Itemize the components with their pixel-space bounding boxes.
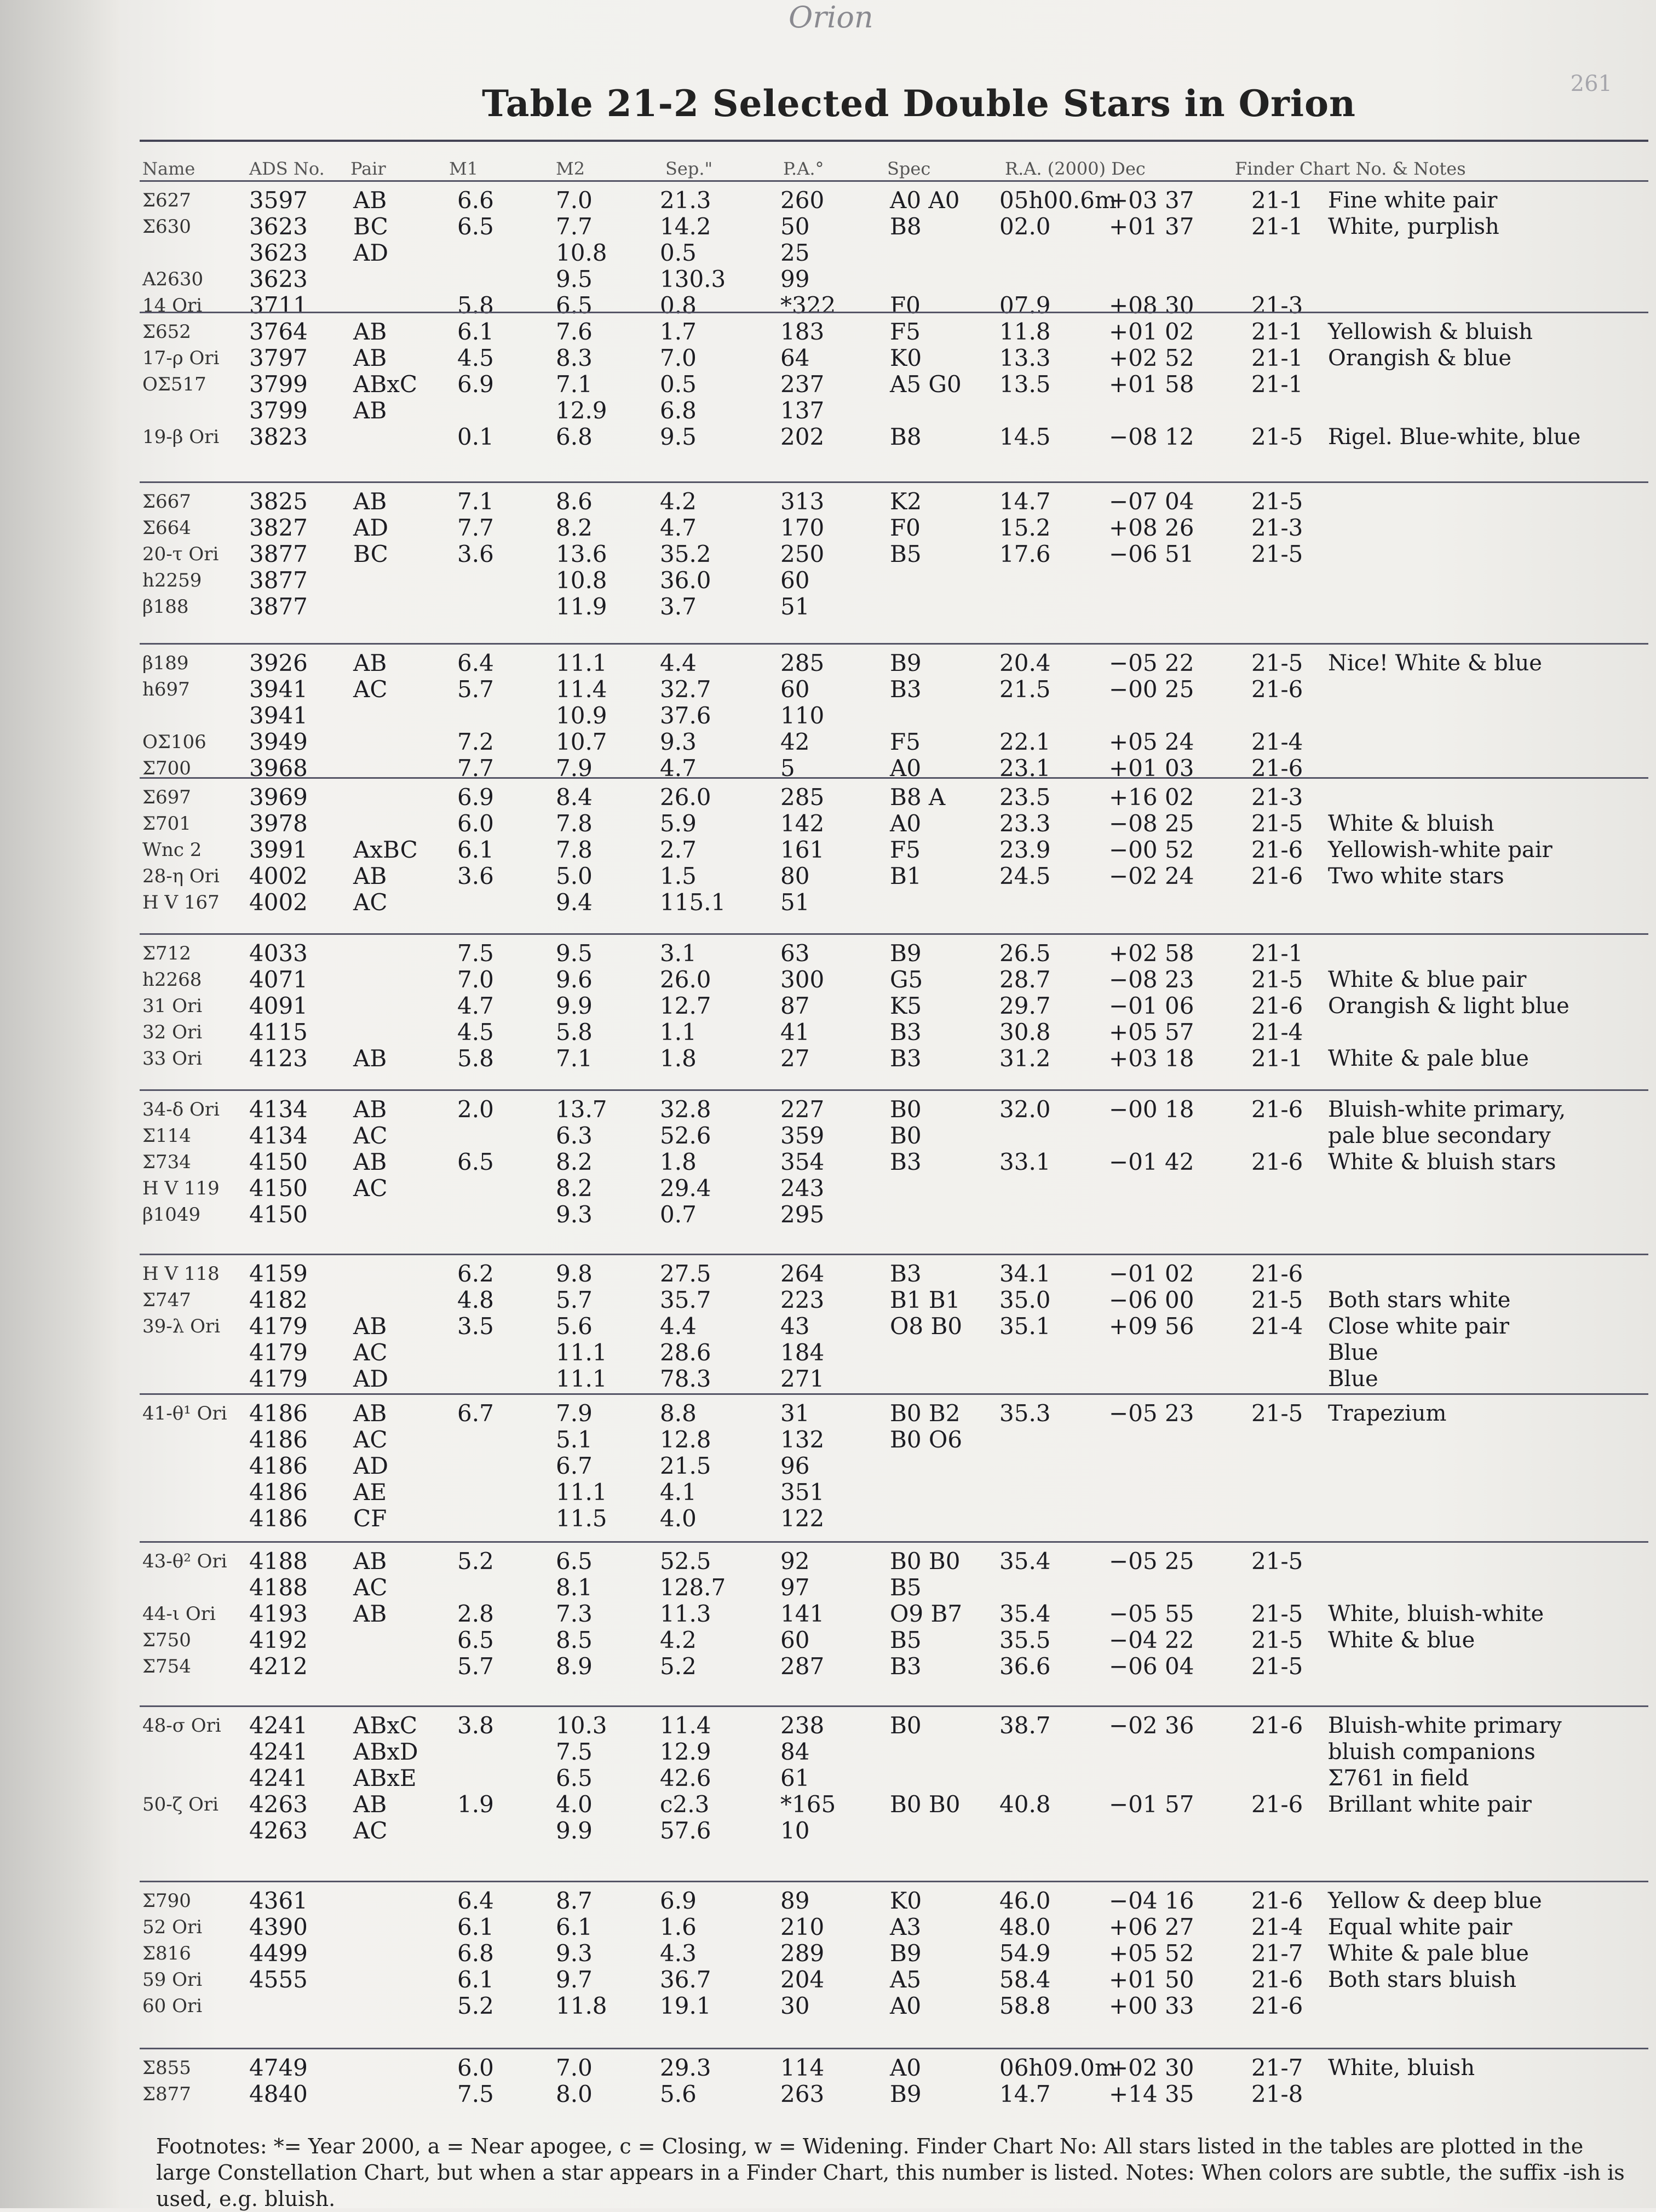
cell-notes: Fine white pair White, purplish [1328,188,1499,239]
cell-dec: −02 36 −01 57 [1109,1712,1194,1818]
cell-spec: F5 K0 A5 G0 B8 [890,318,962,450]
cell-m2: 7.0 7.7 10.8 9.5 6.5 [556,187,607,319]
cell-chart: 21-6 21-6 [1251,1096,1303,1175]
cell-m1: 5.2 2.8 6.5 5.7 [457,1548,494,1680]
cell-pair: AB BC AD [353,187,389,266]
cell-sep: 21.3 14.2 0.5 130.3 0.8 [660,187,726,319]
cell-sep: 8.8 12.8 21.5 4.1 4.0 [660,1400,711,1532]
cell-name: β189 h697 OΣ106 Σ700 [142,652,206,779]
cell-ads: 4033 4071 4091 4115 4123 [249,940,308,1072]
cell-sep: 4.4 32.7 37.6 9.3 4.7 [660,650,711,782]
cell-m1: 2.0 6.5 [457,1096,494,1175]
cell-name: 43-θ² Ori 44-ι Ori Σ750 Σ754 [142,1550,227,1677]
page-number: 261 [1570,71,1612,96]
cell-ra: 06h09.0m 14.7 [999,2054,1117,2107]
cell-dec: −05 23 [1109,1400,1194,1427]
cell-chart: 21-5 [1251,1400,1303,1427]
cell-chart: 21-1 21-1 21-1 21-5 [1251,318,1303,450]
cell-name: Σ627 Σ630 A2630 14 Ori [142,189,204,317]
cell-m1: 6.6 6.5 5.8 [457,187,494,319]
cell-pa: 313 170 250 60 51 [780,488,825,620]
cell-pair: AB AC AD AE CF [353,1400,389,1532]
col-header-sep: Sep." [665,158,713,179]
cell-sep: 27.5 35.7 4.4 28.6 78.3 [660,1260,711,1392]
cell-sep: 29.3 5.6 [660,2054,711,2107]
cell-pa: 114 263 [780,2054,825,2107]
cell-pa: 285 60 110 42 5 [780,650,825,782]
cell-pa: 238 84 61 *165 10 [780,1712,836,1844]
cell-m1: 6.4 5.7 7.2 7.7 [457,650,494,782]
cell-m1: 6.7 [457,1400,494,1427]
cell-ads: 3825 3827 3877 3877 3877 [249,488,308,620]
cell-pair: ABxC ABxD ABxE AB AC [353,1712,418,1844]
cell-ra: 34.1 35.0 35.1 [999,1260,1051,1340]
col-header-m1: M1 [449,158,479,179]
cell-ads: 4159 4182 4179 4179 4179 [249,1260,308,1392]
cell-chart: 21-6 21-5 21-4 [1251,1260,1303,1340]
table-row-group [140,1541,1648,1680]
page-gutter [0,0,120,2208]
cell-chart: 21-5 21-3 21-5 [1251,488,1303,567]
cell-pa: 227 359 354 243 295 [780,1096,825,1228]
cell-ra: 23.5 23.3 23.9 24.5 [999,784,1051,889]
cell-pa: 260 50 25 99 *322 [780,187,836,319]
cell-m1: 7.5 7.0 4.7 4.5 5.8 [457,940,494,1072]
table-row-group [140,643,1648,782]
cell-m2: 7.6 8.3 7.1 12.9 6.8 [556,318,607,450]
cell-m2: 9.8 5.7 5.6 11.1 11.1 [556,1260,607,1392]
cell-m2: 10.3 7.5 6.5 4.0 9.9 [556,1712,607,1844]
cell-pair: AB AB ABxC AB [353,318,418,424]
cell-m2: 8.6 8.2 13.6 10.8 11.9 [556,488,607,620]
cell-m1: 6.0 7.5 [457,2054,494,2107]
cell-ra: 26.5 28.7 29.7 30.8 31.2 [999,940,1051,1072]
col-header-ads: ADS No. [249,158,325,179]
cell-pair: AxBC AB AC [353,836,418,916]
cell-pa: 92 97 141 60 287 [780,1548,825,1680]
cell-ra: 05h00.6m 02.0 07.9 [999,187,1117,319]
cell-dec: −00 18 −01 42 [1109,1096,1194,1175]
cell-name: 41-θ¹ Ori [142,1403,227,1424]
cell-m1: 7.1 7.7 3.6 [457,488,494,567]
cell-chart: 21-3 21-5 21-6 21-6 [1251,784,1303,889]
cell-ads: 4134 4134 4150 4150 4150 [249,1096,308,1228]
cell-name: Σ652 17-ρ Ori OΣ517 19-β Ori [142,321,220,448]
cell-spec: A0 B9 [890,2054,922,2107]
cell-m2: 7.9 5.1 6.7 11.1 11.5 [556,1400,607,1532]
cell-dec: −07 04 +08 26 −06 51 [1109,488,1194,567]
cell-m1: 3.8 1.9 [457,1712,494,1818]
cell-spec: K2 F0 B5 [890,488,922,567]
cell-spec: B9 G5 K5 B3 B3 [890,940,923,1072]
cell-dec: +02 30 +14 35 [1109,2054,1194,2107]
cell-sep: 4.2 4.7 35.2 36.0 3.7 [660,488,711,620]
cell-spec: B0 B0 B0 [890,1712,961,1818]
cell-ra: 46.0 48.0 54.9 58.4 58.8 [999,1887,1051,2019]
table-row-group [140,777,1648,916]
cell-sep: 1.7 7.0 0.5 6.8 9.5 [660,318,697,450]
col-header-pa: P.A.° [783,158,824,179]
cell-dec: +03 37 +01 37 +08 30 [1109,187,1194,319]
cell-pair: AB AC AB [353,1548,388,1627]
table-row-group [140,1881,1648,2019]
cell-chart: 21-1 21-5 21-6 21-4 21-1 [1251,940,1303,1072]
cell-notes: Nice! White & blue [1328,651,1542,676]
cell-pa: 63 300 87 41 27 [780,940,825,1072]
cell-chart: 21-7 21-8 [1251,2054,1303,2107]
cell-chart: 21-5 21-6 21-4 21-6 [1251,650,1303,782]
cell-m2: 9.5 9.6 9.9 5.8 7.1 [556,940,593,1072]
cell-m2: 11.1 11.4 10.9 10.7 7.9 [556,650,607,782]
cell-sep: 11.4 12.9 42.6 c2.3 57.6 [660,1712,711,1844]
table-row-group [140,1089,1648,1228]
cell-pair: AB AC [353,650,388,703]
table-row-group [140,2048,1648,2107]
cell-pa: 31 132 96 351 122 [780,1400,825,1532]
cell-spec: B0 B0 B5 O9 B7 B5 B3 [890,1548,963,1680]
cell-notes: White & bluish Yellowish-white pair Two white stars [1328,811,1553,889]
cell-sep: 52.5 128.7 11.3 4.2 5.2 [660,1548,726,1680]
cell-notes: White, bluish [1328,2055,1475,2081]
cell-ra: 14.7 15.2 17.6 [999,488,1051,567]
cell-sep: 32.8 52.6 1.8 29.4 0.7 [660,1096,711,1228]
cell-notes: Yellowish & bluish Orangish & blue Rigel. Blue-white, blue [1328,319,1581,450]
cell-m2: 13.7 6.3 8.2 8.2 9.3 [556,1096,607,1228]
cell-sep: 26.0 5.9 2.7 1.5 115.1 [660,784,726,916]
cell-spec: A0 A0 B8 F0 [890,187,960,319]
table-row-group [140,1254,1648,1392]
table-row-group [140,312,1648,450]
cell-ra: 32.0 33.1 [999,1096,1051,1175]
cell-m1: 6.2 4.8 3.5 [457,1260,494,1340]
cell-m1: 6.1 4.5 6.9 0.1 [457,318,494,450]
cell-m2: 7.0 8.0 [556,2054,593,2107]
table-row-group [140,1705,1648,1844]
cell-pa: 285 142 161 80 51 [780,784,825,916]
table-row-group [140,481,1648,620]
cell-notes: Trapezium [1328,1401,1447,1426]
cell-name: H V 118 Σ747 39-λ Ori [142,1263,221,1337]
cell-spec: B8 A A0 F5 B1 [890,784,946,889]
cell-ads: 3926 3941 3941 3949 3968 [249,650,308,782]
cell-chart: 21-1 21-1 21-3 [1251,187,1303,319]
table-row-group [140,1393,1648,1532]
cell-ra: 11.8 13.3 13.5 14.5 [999,318,1051,450]
cell-pair: AB AC AB AC [353,1096,388,1202]
cell-m1: 6.4 6.1 6.8 6.1 5.2 [457,1887,494,2019]
cell-pair: AB AD BC [353,488,389,567]
cell-pa: 89 210 289 204 30 [780,1887,825,2019]
cell-dec: −04 16 +06 27 +05 52 +01 50 +00 33 [1109,1887,1194,2019]
cell-ra: 20.4 21.5 22.1 23.1 [999,650,1051,782]
cell-dec: +02 58 −08 23 −01 06 +05 57 +03 18 [1109,940,1194,1072]
cell-name: Σ855 Σ877 [142,2057,191,2105]
cell-m2: 6.5 8.1 7.3 8.5 8.9 [556,1548,593,1680]
cell-dec: −05 22 −00 25 +05 24 +01 03 [1109,650,1194,782]
double-stars-table [140,140,1648,2124]
cell-name: 34-δ Ori Σ114 Σ734 H V 119 β1049 [142,1099,220,1226]
cell-sep: 6.9 1.6 4.3 36.7 19.1 [660,1887,711,2019]
cell-ads: 4188 4188 4193 4192 4212 [249,1548,308,1680]
cell-ads: 4186 4186 4186 4186 4186 [249,1400,308,1532]
cell-ads: 4361 4390 4499 4555 [249,1887,308,1993]
col-header-spec: Spec [887,158,931,179]
cell-ads: 3764 3797 3799 3799 3823 [249,318,308,450]
cell-chart: 21-5 21-5 21-5 21-5 [1251,1548,1303,1680]
cell-spec: K0 A3 B9 A5 A0 [890,1887,922,2019]
cell-chart: 21-6 21-4 21-7 21-6 21-6 [1251,1887,1303,2019]
cell-pair: AB [353,1045,387,1072]
cell-name: 48-σ Ori 50-ζ Ori [142,1715,221,1815]
cell-chart: 21-6 21-6 [1251,1712,1303,1818]
cell-pa: 264 223 43 184 271 [780,1260,825,1392]
cell-notes: Both stars white Close white pair Blue Blue [1328,1288,1511,1392]
cell-spec: B3 B1 B1 O8 B0 [890,1260,963,1340]
cell-pair: AB AC AD [353,1313,389,1392]
col-header-ra-dec: R.A. (2000) Dec [1005,158,1146,179]
cell-notes: Bluish-white primary, pale blue secondary White & bluish stars [1328,1097,1566,1175]
cell-ads: 4749 4840 [249,2054,308,2107]
col-header-name: Name [142,158,196,179]
cell-m2: 8.7 6.1 9.3 9.7 11.8 [556,1887,607,2019]
cell-ads: 3597 3623 3623 3623 3711 [249,187,308,319]
col-header-m2: M2 [556,158,585,179]
cell-spec: B0 B0 B3 [890,1096,922,1175]
cell-sep: 3.1 26.0 12.7 1.1 1.8 [660,940,711,1072]
cell-name: Σ667 Σ664 20-τ Ori h2259 β188 [142,491,219,618]
cell-ra: 35.4 35.4 35.5 36.6 [999,1548,1051,1680]
cell-dec: +16 02 −08 25 −00 52 −02 24 [1109,784,1194,889]
cell-notes: Yellow & deep blue Equal white pair White & pale blue Both stars bluish [1328,1888,1542,1992]
table-row-group [140,933,1648,1072]
cell-notes: White, bluish-white White & blue [1328,1601,1544,1653]
cell-notes: White & blue pair Orangish & light blue White & pale blue [1328,967,1569,1071]
cell-dec: −05 25 −05 55 −04 22 −06 04 [1109,1548,1194,1680]
table-title: Table 21-2 Selected Double Stars in Orion [482,82,1356,125]
cell-notes: Bluish-white primary bluish companions Σ761 in field Brillant white pair [1328,1713,1562,1817]
cell-ra: 38.7 40.8 [999,1712,1051,1818]
cell-m2: 8.4 7.8 7.8 5.0 9.4 [556,784,593,916]
cell-dec: +01 02 +02 52 +01 58 −08 12 [1109,318,1194,450]
cell-dec: −01 02 −06 00 +09 56 [1109,1260,1194,1340]
cell-pa: 183 64 237 137 202 [780,318,825,450]
cell-m1: 6.9 6.0 6.1 3.6 [457,784,494,889]
table-row-group [140,180,1648,319]
cell-spec: B0 B2 B0 O6 [890,1400,963,1453]
running-head: Orion [789,0,873,35]
cell-spec: B9 B3 F5 A0 [890,650,922,782]
cell-ads: 4241 4241 4241 4263 4263 [249,1712,308,1844]
footnote: Footnotes: *= Year 2000, a = Near apogee, c = Closing, w = Widening. Finder Chart No: All stars listed in the tables are plotted in the large Constellation Chart, but when a star appears in a Finder Chart, this number is listed. Notes: When colors are subtle, the suffix -ish is used, e.g. bluish. [156,2134,1625,2211]
cell-name: Σ712 h2268 31 Ori 32 Ori 33 Ori [142,943,203,1070]
col-header-pair: Pair [350,158,386,179]
cell-ra: 35.3 [999,1400,1051,1427]
cell-name: Σ790 52 Ori Σ816 59 Ori 60 Ori [142,1890,203,2017]
cell-ads: 3969 3978 3991 4002 4002 [249,784,308,916]
cell-name: Σ697 Σ701 Wnc 2 28-η Ori H V 167 [142,786,220,913]
col-header-chart-notes: Finder Chart No. & Notes [1235,158,1466,179]
